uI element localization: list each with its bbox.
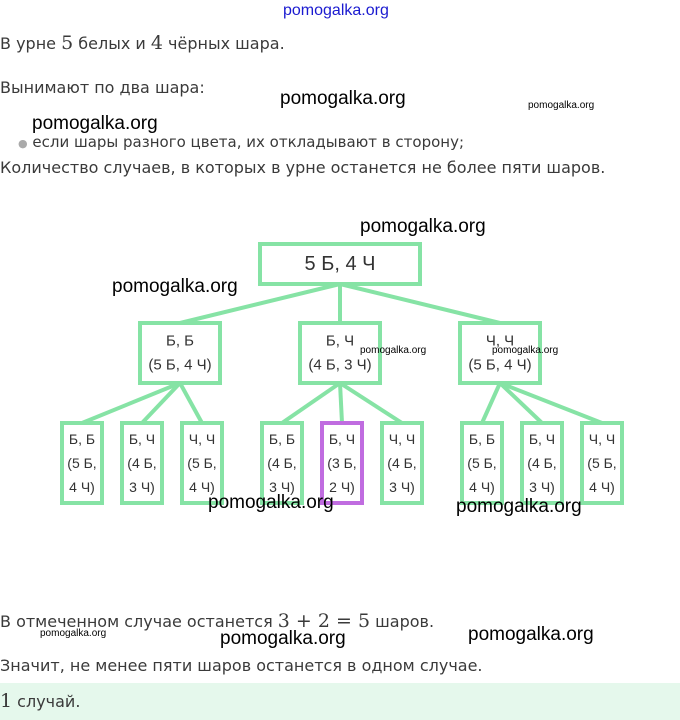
tree-edge (180, 383, 202, 423)
branch-node-label: (5 Б, 4 Ч) (468, 356, 532, 374)
leaf-node-label: Ч, Ч (588, 431, 616, 447)
watermark: pomogalka.org (220, 628, 346, 649)
leaf-node-label: Б, Б (68, 431, 96, 447)
leaf-node-label: Б, Ч (528, 431, 556, 447)
question-line: Количество случаев, в которых в урне останется не более пяти шаров. (0, 158, 606, 177)
leaf-node-label: (4 Б, (527, 455, 557, 471)
watermark-small: pomogalka.org (492, 345, 559, 356)
leaf-node-label: (4 Б, (127, 455, 157, 471)
branch-node-label: Ч, Ч (485, 332, 515, 350)
leaf-node-label: 4 Ч) (189, 479, 215, 495)
watermark-small: pomogalka.org (528, 100, 595, 111)
leaf-node-label: 4 Ч) (469, 479, 495, 495)
conclusion-text-end: шаров. (370, 612, 435, 631)
highlighted-leaf-node-label: Б, Ч (328, 431, 356, 447)
white-count: 5 (61, 32, 74, 54)
leaf-node-label: 4 Ч) (69, 479, 95, 495)
leaf-node-label: (4 Б, (267, 455, 297, 471)
leaf-node-label: Ч, Ч (188, 431, 216, 447)
draw-rule-heading: Вынимают по два шара: (0, 78, 205, 97)
tree-edge (500, 383, 542, 423)
watermark: pomogalka.org (456, 496, 582, 517)
tree-edge (482, 383, 500, 423)
watermark: pomogalka.org (112, 276, 238, 297)
leaf-node-label: 3 Ч) (389, 479, 415, 495)
leaf-node-label: Ч, Ч (388, 431, 416, 447)
leaf-node-label: 3 Ч) (269, 479, 295, 495)
highlighted-leaf-node-label: 2 Ч) (329, 479, 355, 495)
branch-node-label: Б, Б (165, 332, 195, 350)
answer-panel (0, 683, 680, 720)
leaf-node-label: Б, Ч (128, 431, 156, 447)
black-count: 4 (150, 32, 163, 54)
rule-bullet-text: если шары разного цвета, их откладывают в сторону; (32, 133, 464, 151)
leaf-node-label: (5 Б, (467, 455, 497, 471)
watermark: pomogalka.org (208, 492, 334, 513)
summary-line: Значит, не менее пяти шаров останется в одном случае. (0, 656, 483, 675)
watermark: pomogalka.org (32, 113, 158, 134)
watermark: pomogalka.org (468, 624, 594, 645)
watermark: pomogalka.org (360, 216, 486, 237)
highlighted-leaf-node-label: (3 Б, (327, 455, 357, 471)
watermark-small: pomogalka.org (360, 345, 427, 356)
bullet-dot-icon: ● (18, 137, 28, 150)
watermark: pomogalka.org (280, 88, 406, 109)
tree-edge (500, 383, 602, 423)
conclusion-equation: 3 + 2 = 5 (277, 610, 371, 632)
leaf-node-label: 4 Ч) (589, 479, 615, 495)
tree-edge (82, 383, 180, 423)
problem-text-mid: белых и (73, 34, 151, 53)
problem-statement (0, 32, 285, 54)
problem-text-end: чёрных шара. (162, 34, 285, 53)
leaf-node-label: Б, Б (268, 431, 296, 447)
leaf-node-label: (4 Б, (387, 455, 417, 471)
tree-edge (340, 383, 402, 423)
leaf-node-label: (5 Б, (187, 455, 217, 471)
tree-edge (282, 383, 340, 423)
leaf-node-label: (5 Б, (67, 455, 97, 471)
watermark-top: pomogalka.org (283, 2, 389, 19)
conclusion-text: В отмеченном случае останется (0, 612, 278, 631)
leaf-node-label: Б, Б (468, 431, 496, 447)
tree-edge (340, 284, 500, 323)
rule-bullet (18, 133, 464, 151)
branch-node-label: Б, Ч (325, 332, 355, 350)
branch-node-label: (5 Б, 4 Ч) (148, 356, 212, 374)
leaf-node-label: (5 Б, (587, 455, 617, 471)
leaf-node-label: 3 Ч) (129, 479, 155, 495)
tree-edge (340, 383, 342, 423)
outcome-tree-diagram (0, 230, 680, 520)
problem-text: В урне (0, 34, 62, 53)
answer-number: 1 (0, 690, 13, 712)
root-node-label: 5 Б, 4 Ч (304, 253, 376, 275)
answer-text: случай. (12, 692, 81, 711)
leaf-node-label: 3 Ч) (529, 479, 555, 495)
watermark-small: pomogalka.org (40, 628, 107, 639)
answer (0, 690, 80, 712)
branch-node-label: (4 Б, 3 Ч) (308, 356, 372, 374)
